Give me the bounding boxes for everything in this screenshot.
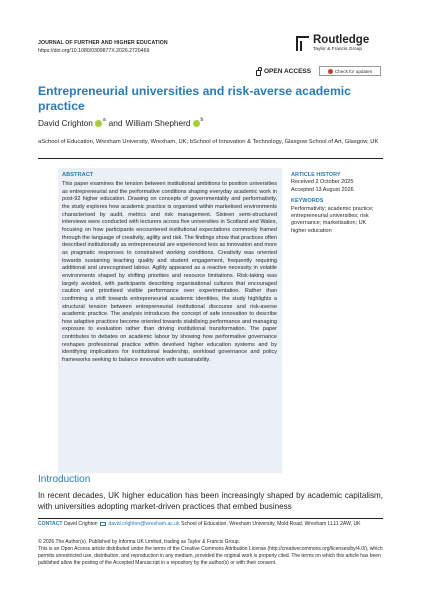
email-icon — [100, 522, 106, 526]
abstract-text: This paper examines the tension between institutional ambitions to position universities as entrepreneurial and the performative conditions shaping everyday academic work in post-92 higher education. Drawing on concepts of governmentality and performativity, the study explores how academic practice is organised within marketised environments characterised by audit, metrics and risk management. Sixteen semi-structured interviews were conducted with lecturers across five universities in Scotland and Wales, focusing on how participants encountered institutional expectations commonly framed through the language of creativity, agility and risk. The findings show that practices often described institutionally as entrepreneurial are experienced less as innovation and more as pragmatic responses to constrained working conditions. Creativity was oriented towards sustaining teaching quality and student engagement, frequently requiring additional and unrecognised labour. Agility appeared as a reactive necessity in volatile environments shaped by shifting priorities and resource limitations. Risk-taking was largely avoided, with participants describing organisational cultures that encouraged caution and prioritised visible performance over experimentation. Rather than confirming a shift towards entrepreneurial academic identities, the study highlights a structural tension between entrepreneurial institutional discourse and risk-averse academic practice. The analysis introduces the concept of safe innovation to describe how adaptive practices become oriented towards stabilising performance and managing exposure to evaluation rather than driving institutional transformation. The paper contributes to debates on academic labour by showing how performative governance reshapes professional practice within devolved higher education systems and by identifying implications for institutional leadership, workload governance and policy frameworks seeking to balance innovation with sustainability. — [62, 181, 277, 364]
affiliation-marker: a — [102, 117, 106, 123]
article-sidebar — [291, 172, 381, 235]
article-title: Entrepreneurial universities and risk-averse academic practice — [38, 84, 351, 113]
keywords-list: Performativity; academic practice; entrepreneurial universities; risk governance; marketisation; UK higher education — [291, 205, 374, 234]
history-heading: ARTICLE HISTORY — [291, 172, 341, 178]
publisher-name: Routledge — [313, 34, 370, 46]
doi-link[interactable]: https://doi.org/10.1080/0309877X.2026.2720469 — [38, 48, 150, 54]
received-date: Received 2 October 2025 — [291, 179, 354, 186]
check-updates-icon — [328, 69, 333, 74]
intro-text: In recent decades, UK higher education has been increasingly shaped by academic capitalism, with universities adopting market-driven practices that embed business — [38, 491, 383, 512]
keywords-heading: KEYWORDS — [291, 198, 324, 205]
license-footer — [38, 539, 383, 567]
publisher-subtitle: Taylor & Francis Group — [313, 47, 363, 52]
contact-label: CONTACT — [38, 521, 63, 527]
author-name[interactable]: David Crighton — [38, 118, 93, 128]
author-name[interactable]: William Shepherd — [125, 118, 191, 128]
license-text: This is an Open Access article distributed under the terms of the Creative Commons Attribution License (http://creativecommons.org/licenses/by/4.0/), which permits unrestricted use, distribution, and reproduction in any medium, provided the original work is properly cited. The terms on which this article has been published allow the posting of the Accepted Manuscript in a repository by the author(s) or with their consent. — [38, 546, 383, 566]
contact-line — [38, 521, 388, 528]
open-access-badge — [256, 68, 311, 75]
divider — [38, 518, 383, 519]
affiliations: aSchool of Education, Wrexham University, Wrexham, UK; bSchool of Innovation & Technology, Glasgow School of Art, Glasgow, UK — [38, 139, 379, 145]
contact-email[interactable]: david.crighton@wrexham.ac.uk — [108, 521, 180, 527]
check-updates-label: Check for updates — [334, 68, 373, 74]
orcid-icon[interactable] — [193, 120, 200, 127]
check-updates-button[interactable] — [319, 66, 381, 76]
affiliation-marker: b — [200, 117, 204, 123]
copyright-text: © 2026 The Author(s). Published by Informa UK Limited, trading as Taylor & Francis Group. — [38, 539, 240, 545]
author-list — [38, 118, 203, 128]
accepted-date: Accepted 13 August 2026 — [291, 186, 354, 193]
open-lock-icon — [256, 70, 261, 76]
journal-name: JOURNAL OF FURTHER AND HIGHER EDUCATION — [38, 40, 168, 46]
abstract-heading: ABSTRACT — [62, 172, 94, 178]
section-heading: Introduction — [38, 474, 91, 485]
divider — [38, 158, 383, 159]
contact-name: David Crighton — [63, 521, 98, 527]
contact-address: School of Education, Wrexham University, Mold Road, Wrexham LL11 2AW, UK — [181, 521, 361, 527]
open-access-label: OPEN ACCESS — [264, 68, 312, 75]
author-join: and — [108, 118, 123, 128]
orcid-icon[interactable] — [95, 120, 102, 127]
